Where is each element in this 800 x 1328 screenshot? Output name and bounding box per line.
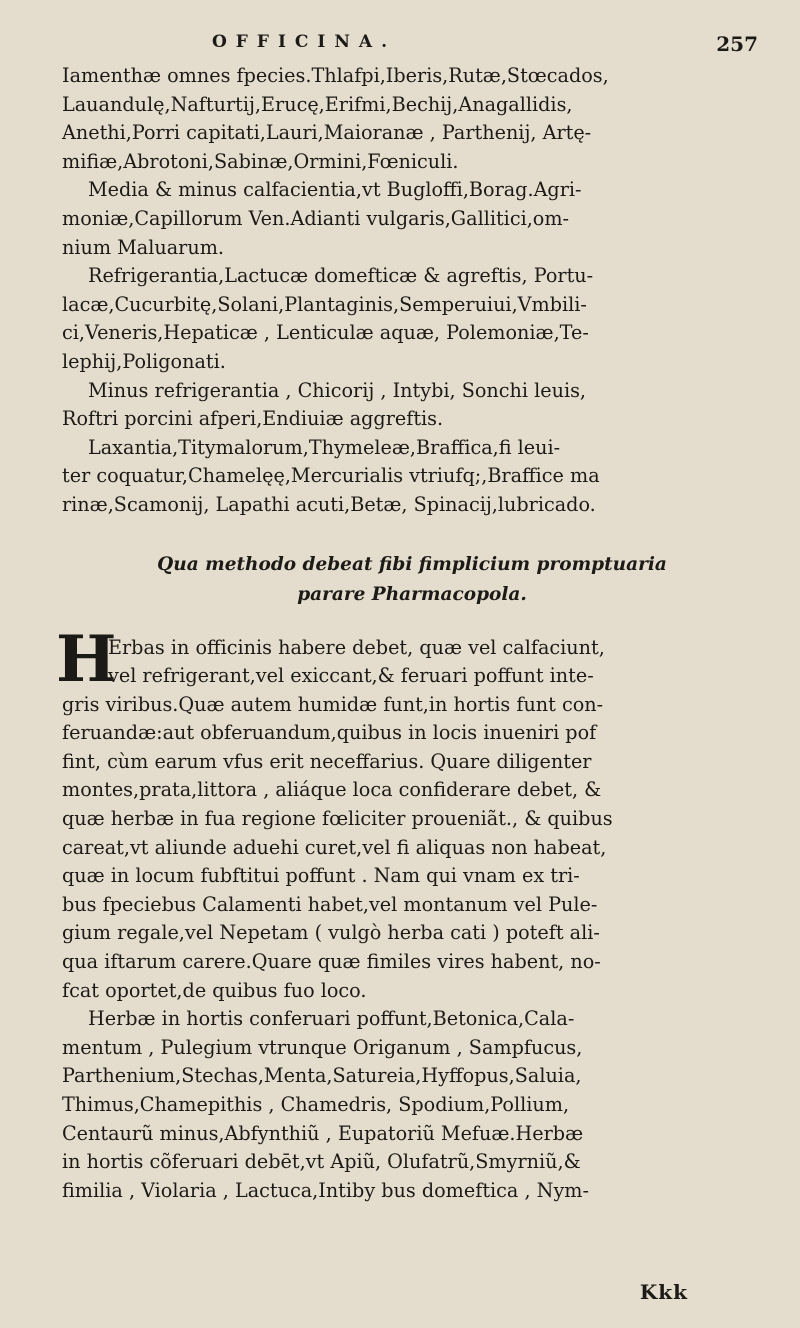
paragraph-minus-refrigerantia [62,377,762,434]
text-line: quæ herbæ in fua regione fœliciter proueniãt., & quibus [62,807,613,831]
text-line: gium regale,vel Nepetam ( vulgò herba cati ) poteft ali- [62,921,600,945]
text-line: ter coquatur,Chamelęę,Mercurialis vtriufq;,Braffice ma [62,464,600,488]
text-line: Laxantia,Titymalorum,Thymeleæ,Braffica,fi leui- [88,435,561,459]
text-line: Lauandulę,Nafturtij,Erucę,Erifmi,Bechij,Anagallidis, [62,92,573,116]
heading-line: parare Pharmacopola. [297,583,527,605]
text-line: feruandæ:aut obferuandum,quibus in locis inueniri pof [62,721,597,745]
text-line: Thimus,Chamepithis , Chamedris, Spodium,Pollium, [62,1093,570,1116]
text-line: in hortis cõferuari debēt,vt Apiũ, Olufatrũ,Smyrniũ,& [62,1150,581,1174]
text-line: Refrigerantia,Lactucæ domefticæ & agreftis, Portu- [88,264,594,288]
running-title: OFFICINA. [212,32,397,52]
text-line: lephij,Poligonati. [62,349,226,373]
text-line: mentum , Pulegium vtrunque Origanum , Sampfucus, [62,1035,583,1059]
heading-line: Qua methodo debeat fibi fimplicium promptuaria [157,553,667,575]
text-line: montes,prata,littora , aliáque loca confiderare debet, & [62,778,602,802]
running-head [62,32,762,62]
text-line: fint, cùm earum vfus erit neceffarius. Quare diligenter [62,749,592,773]
paragraph-calefacientia-fortia [62,62,762,176]
text-line: quæ in locum fubftitui poffunt . Nam qui vnam ex tri- [62,864,580,888]
text-line: Parthenium,Stechas,Menta,Satureia,Hyffopus,Saluia, [62,1064,582,1088]
text-line: Anethi,Porri capitati,Lauri,Maioranæ , Parthenij, Artę- [62,121,592,145]
paragraph-media [62,176,762,262]
drop-cap: H [56,621,117,697]
text-line: bus fpeciebus Calamenti habet,vel montanum vel Pule- [62,892,598,916]
page-number: 257 [716,32,758,56]
text-line: Minus refrigerantia , Chicorij , Intybi, Sonchi leuis, [88,378,587,402]
text-line: lacæ,Cucurbitę,Solani,Plantaginis,Semperuiui,Vmbili- [62,292,587,316]
text-line: qua iftarum carere.Quare quæ fimiles vires habent, no- [62,950,601,974]
text-line: mifiæ,Abrotoni,Sabinæ,Ormini,Fœniculi. [62,149,459,173]
text-line: nium Maluarum. [62,235,224,259]
paragraph-herbas [56,621,762,1006]
text-line: ci,Veneris,Hepaticæ , Lenticulæ aquæ, Polemoniæ,Te- [62,321,589,345]
paragraph-herbae-in-hortis [62,1005,762,1205]
text-line: moniæ,Capillorum Ven.Adianti vulgaris,Gallitici,om- [62,206,570,230]
text-line: careat,vt aliunde aduehi curet,vel fi aliquas non habeat, [62,835,607,859]
text-line: Roftri porcini afperi,Endiuiæ aggreftis. [62,407,444,431]
text-line: Erbas in officinis habere debet, quæ vel calfaciunt, [108,635,605,659]
text-line: Herbæ in hortis conferuari poffunt,Betonica,Cala- [88,1007,575,1031]
text-line: fcat oportet,de quibus fuo loco. [62,978,367,1002]
text-line: fimilia , Violaria , Lactuca,Intiby bus domeftica , Nym- [62,1178,589,1202]
text-line: vel refrigerant,vel exiccant,& feruari poffunt inte- [108,664,594,688]
text-line: gris viribus.Quæ autem humidæ funt,in hortis funt con- [62,692,604,716]
signature-mark: Kkk [639,1280,688,1304]
text-line: Centaurũ minus,Abfynthiũ , Eupatoriũ Mefuæ.Herbæ [62,1121,584,1145]
text-line: Iamenthæ omnes fpecies.Thlafpi,Iberis,Rutæ,Stœcados, [62,64,609,87]
section-heading [62,550,762,610]
text-line: rinæ,Scamonij, Lapathi acuti,Betæ, Spinacij,lubricado. [62,492,596,516]
paragraph-refrigerantia [62,262,762,376]
text-line: Media & minus calfacientia,vt Bugloffi,Borag.Agri- [88,178,582,202]
paragraph-laxantia [62,434,762,520]
